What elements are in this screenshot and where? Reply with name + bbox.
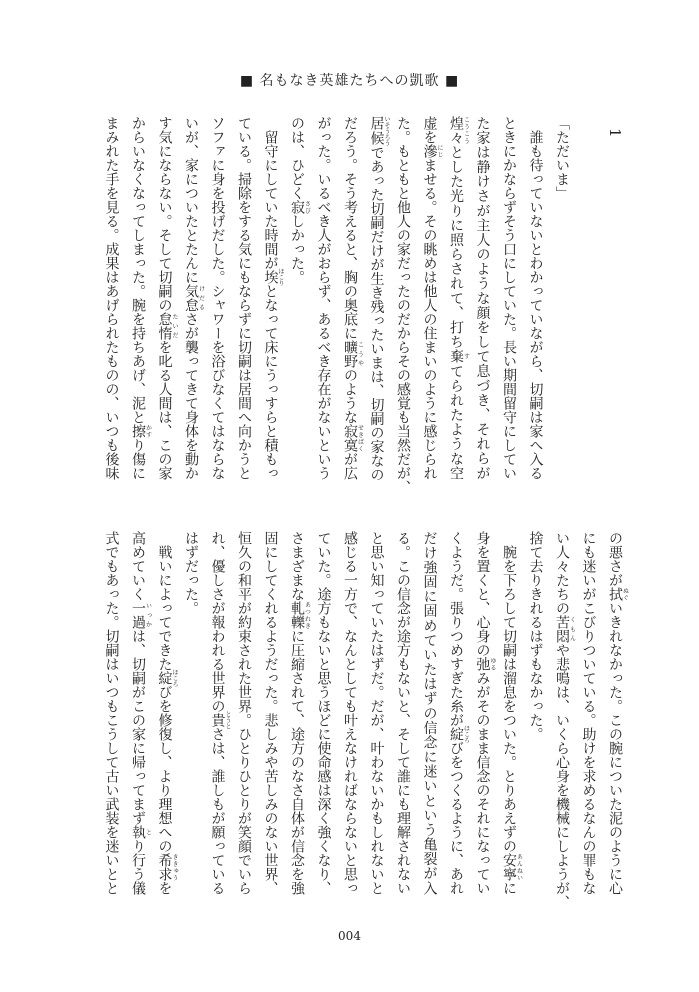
text-column: さまざまな軋轢あつれきに圧縮されて、途方のなさ自体が信念を強 — [289, 531, 311, 895]
furigana: 曠野こうや — [342, 340, 364, 368]
furigana: 拭ぬぐ — [607, 587, 629, 601]
furigana: 寂さび — [289, 200, 311, 214]
text-column: ソファに身を投げだした。シャワーを浴びなくてはならな — [209, 116, 226, 480]
text-column: す気にならない。そして切嗣の怠惰たいだを叱る人間は、この家 — [156, 116, 178, 480]
text-column: の悪さが拭ぬぐいきれなかった。この腕についた泥のように心 — [607, 531, 629, 895]
text-column: れ、優しさが報われる世界の貴とうとさは、誰しもが願っている — [209, 531, 231, 895]
furigana: 軋轢あつれき — [289, 601, 311, 629]
text-column: 身を置くと、心身の弛ゆるみがそのまま信念のそれになってい — [474, 531, 496, 895]
text-column: くようだ。張りつめすぎた糸が綻ほころびをつくるように、あれ — [448, 531, 470, 895]
text-column: 式でもあった。切嗣はいつもこうして古い武装を迷いとと — [103, 531, 120, 895]
text-column: ていた。途方もないと思うほどに使命感は深く強くなり、 — [315, 531, 332, 895]
text-column: だけ強固に固めていたはずの信念に迷いという亀裂が入 — [421, 531, 438, 895]
furigana: 埃ほこり — [262, 268, 284, 286]
furigana: 滲にじ — [421, 144, 443, 158]
text-column: 固にしてくれるようだった。悲しみや苦しみのない世界、 — [262, 531, 279, 895]
text-column: 煌々こうこうとした光りに照らされて、打ち棄すてられたような空 — [448, 116, 470, 481]
furigana: 執と — [130, 825, 152, 839]
text-column: 捨て去りきれるはずもなかった。 — [527, 531, 544, 741]
text-column: にも迷いがこびりついている。助けを求めるなんの罪もな — [580, 531, 597, 895]
furigana: 一過いっか — [130, 601, 152, 629]
furigana: 寂寞せきばく — [342, 424, 364, 452]
text-column: ている。掃除をする気にもならずに切嗣は居間へ向かうと — [236, 116, 252, 480]
page-number: 004 — [338, 929, 361, 943]
text-column: ときにかならずそう口にしていた。長い期間留守にしてい — [501, 116, 517, 480]
upper-text-block — [98, 116, 628, 494]
text-column: 誰も待っていないとわかっていながら、切嗣は家へ入る — [527, 116, 544, 480]
furigana: 綻ほころ — [156, 669, 178, 687]
running-title: ■ 名もなき英雄たちへの凱歌 ■ — [239, 73, 460, 89]
lower-text-block — [98, 531, 629, 909]
text-column: い人々たちの苦悶くもんや悲鳴は、いくら心身を機械にしようが、 — [554, 531, 576, 909]
column-spacer — [575, 116, 602, 480]
text-column: 感じる一方で、なんとしても叶えなければならないと思っ — [342, 531, 358, 895]
chapter-number: 1 — [606, 128, 624, 138]
text-column: た家は静けさが主人のような顔をして息づき、それらが — [474, 116, 491, 480]
text-column: 高めていく一過いっかは、切嗣がこの家に帰ってまず執とり行う儀 — [130, 531, 152, 895]
text-column: だろう。そう考えると、胸の奥底に曠野こうやのような寂寞せきばくが広 — [342, 116, 364, 480]
text-column: 留守にしていた時間が埃ほこりとなって床にうっすらと積もっ — [262, 116, 284, 480]
text-column: と思い知っていたはずだ。だが、叶わないかもしれないと — [368, 531, 385, 895]
text-column: 居候いそうろうであった切嗣だけが生き残ったいまは、切嗣の家なの — [368, 116, 390, 482]
text-column: はずだった。 — [183, 531, 199, 615]
text-column: 戦いによってできた綻ほころびを修復し、より理想への希求ききゅうを — [156, 531, 178, 895]
furigana: 怠惰たいだ — [156, 312, 178, 340]
furigana: 貴とうと — [209, 711, 231, 729]
text-column: いが、家についたとたんに気怠けだるさが襲ってきて身体を動か — [183, 116, 205, 480]
text-column: る。この信念が途方もないと、そして誰にも理解されない — [395, 531, 411, 895]
furigana: 擦かす — [130, 424, 152, 438]
text-column: 虚を滲にじませる。その眺めは他人の住まいのように感じられ — [421, 116, 443, 480]
text-column: 腕を下ろして切嗣は溜息をついた。とりあえずの安寧あんねいに — [501, 531, 523, 895]
text-column: 恒久の和平が約束された世界。ひとりひとりが笑顔でいら — [236, 531, 252, 895]
furigana: 居候いそうろう — [368, 116, 390, 146]
text-column: まみれた手を見る。成果はあげられたものの、いつも後味 — [103, 116, 120, 480]
text-column: 「ただいま」 — [554, 116, 570, 200]
text-column: からいなくなってしまった。腕を持ちあげ、泥と擦かすり傷に — [130, 116, 152, 480]
furigana: 安寧あんねい — [501, 853, 523, 881]
furigana: 苦悶くもん — [554, 615, 576, 643]
furigana: 綻ほころ — [448, 725, 470, 743]
text-column: た。もともと他人の家だったのだからその感覚も当然だが、 — [395, 116, 411, 494]
text-column: がった。いるべき人がおらず、あるべき存在がないという — [315, 116, 332, 480]
furigana: 希求ききゅう — [156, 853, 178, 881]
furigana: 気怠けだる — [183, 284, 205, 312]
furigana: 煌々こうこう — [448, 116, 470, 146]
furigana: 弛ゆる — [474, 657, 496, 671]
text-column: のは、ひどく寂さびしかった。 — [289, 116, 311, 284]
furigana: 棄す — [448, 349, 470, 364]
